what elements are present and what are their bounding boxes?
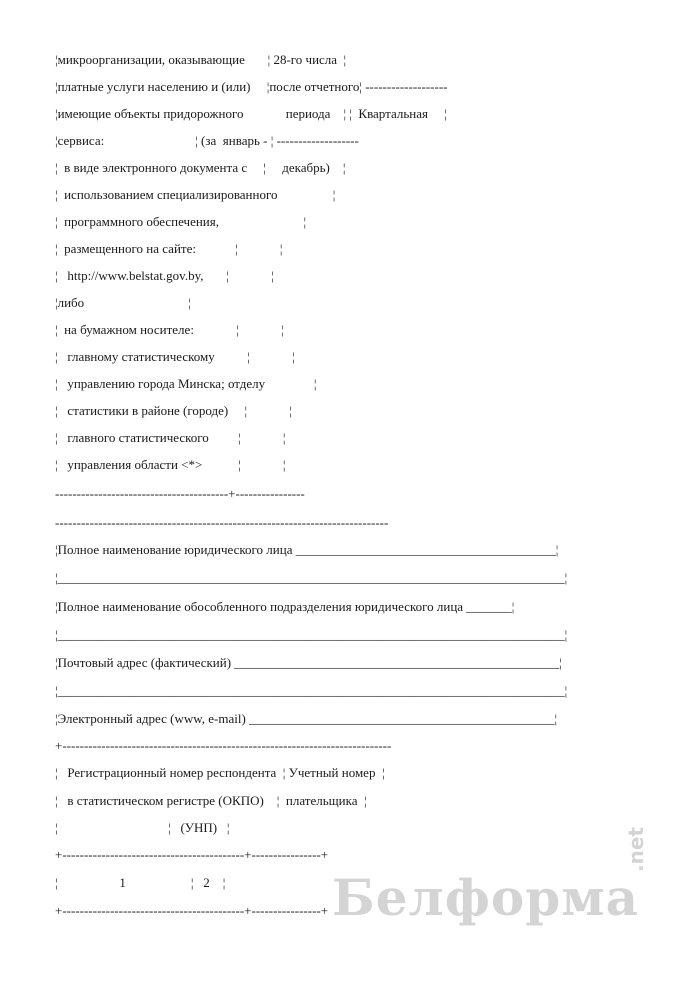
header-line-4: ¦сервиса: ¦ (за январь - ¦ ------------------- [55, 133, 359, 148]
header-line-1: ¦микроорганизации, оказывающие ¦ 28-го числа ¦ [55, 52, 347, 67]
header-line-7: ¦ программного обеспечения, ¦ [55, 214, 307, 229]
table-header-line-2: ¦ в статистическом регистре (ОКПО) ¦ плательщика ¦ [55, 793, 367, 808]
postal-address-line2: ¦______________________________________________________________________________¦ [55, 683, 568, 698]
legal-entity-name-line2: ¦______________________________________________________________________________¦ [55, 570, 568, 585]
header-line-3: ¦имеющие объекты придорожного периода ¦ ¦ Квартальная ¦ [55, 106, 447, 121]
header-line-6: ¦ использованием специализированного ¦ [55, 187, 336, 202]
header-line-16: ¦ управления области <*> ¦ ¦ [55, 457, 286, 472]
header-line-10: ¦либо ¦ [55, 295, 191, 310]
watermark-logo: Белформа [332, 868, 640, 927]
header-bottom-rule: ----------------------------------------+---------------- [55, 486, 305, 501]
table-header-line-1: ¦ Регистрационный номер респондента ¦ Учетный номер ¦ [55, 765, 385, 780]
table-top-rule: +---------------------------------------------------------------------------- [55, 738, 392, 753]
header-line-12: ¦ главному статистическому ¦ ¦ [55, 349, 295, 364]
header-line-2: ¦платные услуги населению и (или) ¦после отчетного¦ ------------------- [55, 79, 448, 94]
table-bottom-rule: +------------------------------------------+----------------+ [55, 903, 329, 918]
postal-address-field: ¦Почтовый адрес (фактический) __________________________________________________¦ [55, 655, 562, 670]
header-line-15: ¦ главного статистического ¦ ¦ [55, 430, 286, 445]
header-line-9: ¦ http://www.belstat.gov.by, ¦ ¦ [55, 268, 274, 283]
legal-entity-name-field: ¦Полное наименование юридического лица ________________________________________¦ [55, 542, 559, 557]
header-line-5: ¦ в виде электронного документа с ¦ декабрь) ¦ [55, 160, 346, 175]
header-line-13: ¦ управлению города Минска; отделу ¦ [55, 376, 317, 391]
table-header-line-3: ¦ ¦ (УНП) ¦ [55, 820, 230, 835]
header-line-14: ¦ статистики в районе (городе) ¦ ¦ [55, 403, 292, 418]
table-column-numbers: ¦ 1 ¦ 2 ¦ [55, 875, 226, 890]
header-line-8: ¦ размещенного на сайте: ¦ ¦ [55, 241, 283, 256]
header-line-11: ¦ на бумажном носителе: ¦ ¦ [55, 322, 284, 337]
table-mid-rule: +------------------------------------------+----------------+ [55, 847, 329, 862]
section-divider: ----------------------------------------------------------------------------- [55, 515, 389, 530]
branch-name-field: ¦Полное наименование обособленного подразделения юридического лица _______¦ [55, 599, 515, 614]
email-address-field: ¦Электронный адрес (www, e-mail) _______________________________________________¦ [55, 711, 558, 726]
branch-name-line2: ¦______________________________________________________________________________¦ [55, 627, 568, 642]
watermark-suffix: .net [624, 827, 648, 872]
